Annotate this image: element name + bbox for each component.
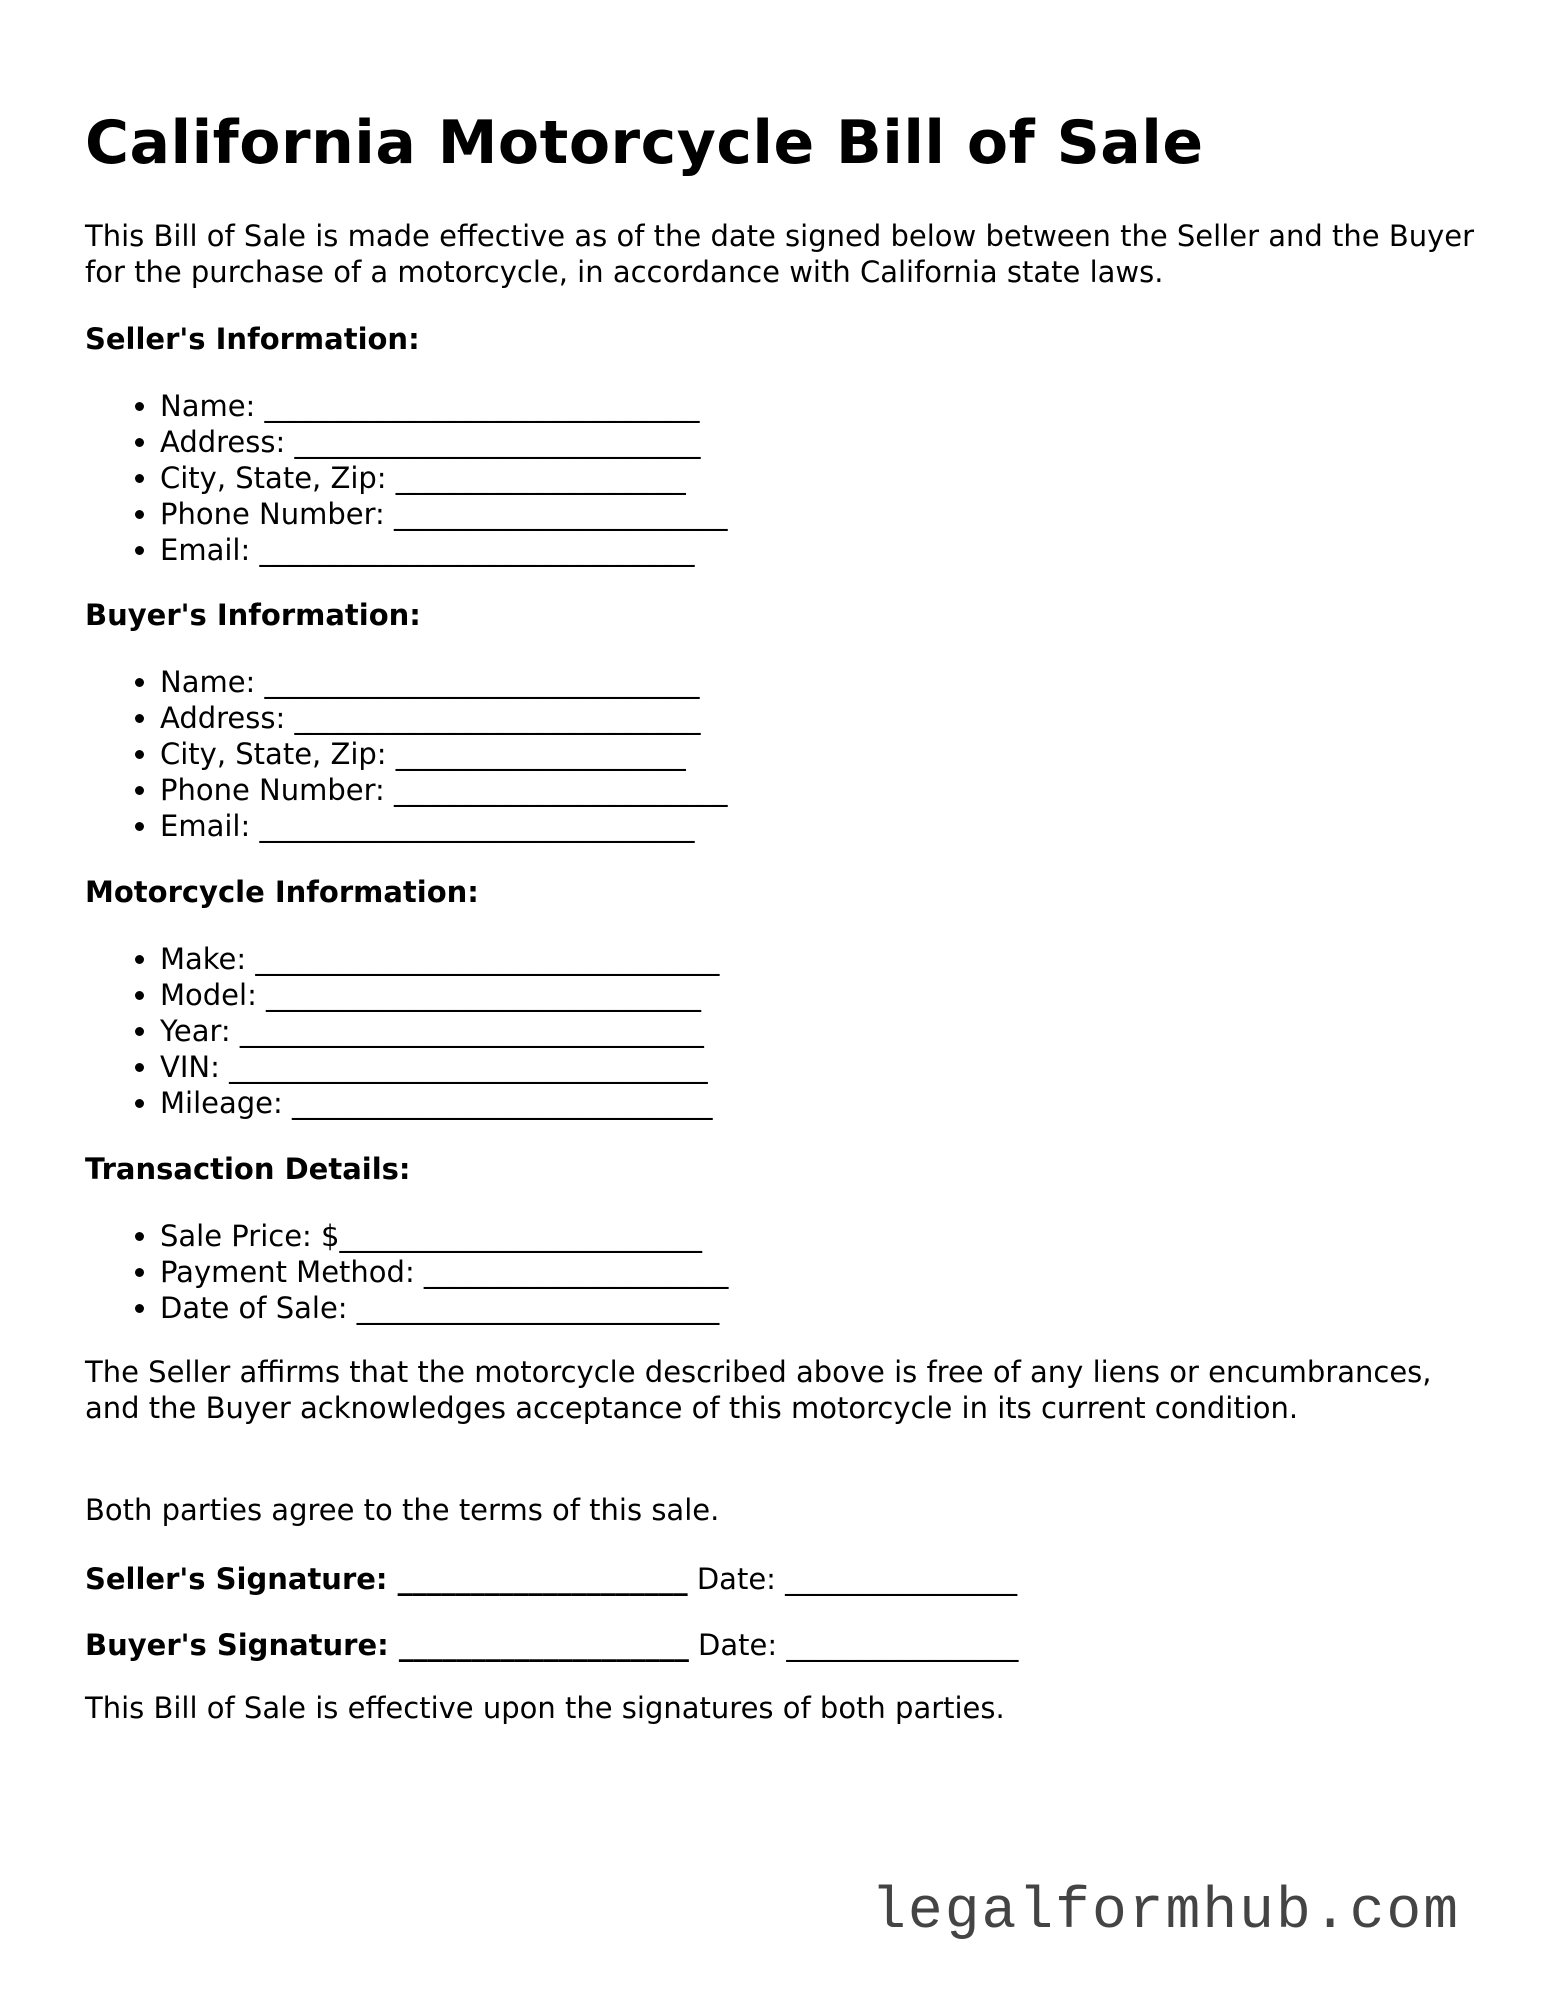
seller-city-field: • City, State, Zip: ____________________ [160, 460, 728, 496]
sale-price-field: • Sale Price: $_________________________ [160, 1218, 728, 1254]
intro-paragraph: This Bill of Sale is made effective as of the date signed below between the Seller and the Buyer for the purchase of a motorcycle, in accordance with California state laws. [85, 219, 1475, 289]
closing-paragraph: This Bill of Sale is effective upon the signatures of both parties. [85, 1691, 1005, 1725]
seller-info-list [85, 388, 728, 568]
agreement-paragraph: Both parties agree to the terms of this sale. [85, 1493, 720, 1527]
buyer-address-field: • Address: ____________________________ [160, 700, 728, 736]
vin-field: • VIN: _________________________________ [160, 1049, 719, 1085]
motorcycle-info-list [85, 941, 719, 1121]
motorcycle-info-heading: Motorcycle Information: [85, 875, 479, 909]
payment-method-field: • Payment Method: _____________________ [160, 1254, 728, 1290]
buyer-info-heading: Buyer's Information: [85, 598, 421, 632]
page-title: California Motorcycle Bill of Sale [85, 108, 1204, 178]
seller-address-field: • Address: ____________________________ [160, 424, 728, 460]
watermark: legalformhub.com [871, 1880, 1460, 1945]
mileage-field: • Mileage: _____________________________ [160, 1085, 719, 1121]
buyer-info-list [85, 664, 728, 844]
buyer-email-field: • Email: ______________________________ [160, 808, 728, 844]
buyer-signature-date: Date: ________________ [688, 1628, 1019, 1662]
buyer-signature-line [85, 1628, 1018, 1662]
seller-signature-label: Seller's Signature: ____________________ [85, 1562, 688, 1596]
transaction-heading: Transaction Details: [85, 1152, 411, 1186]
date-of-sale-field: • Date of Sale: _________________________ [160, 1290, 728, 1326]
year-field: • Year: ________________________________ [160, 1013, 719, 1049]
seller-email-field: • Email: ______________________________ [160, 532, 728, 568]
affirmation-paragraph: The Seller affirms that the motorcycle described above is free of any liens or encumbrances, and the Buyer acknowledges acceptance of this motorcycle in its current condition. [85, 1355, 1432, 1425]
seller-signature-date: Date: ________________ [687, 1562, 1018, 1596]
model-field: • Model: ______________________________ [160, 977, 719, 1013]
buyer-phone-field: • Phone Number: _______________________ [160, 772, 728, 808]
buyer-city-field: • City, State, Zip: ____________________ [160, 736, 728, 772]
buyer-signature-label: Buyer's Signature: ____________________ [85, 1628, 689, 1662]
seller-phone-field: • Phone Number: _______________________ [160, 496, 728, 532]
seller-signature-line [85, 1562, 1017, 1596]
buyer-name-field: • Name: ______________________________ [160, 664, 728, 700]
seller-info-heading: Seller's Information: [85, 322, 420, 356]
make-field: • Make: ________________________________ [160, 941, 719, 977]
seller-name-field: • Name: ______________________________ [160, 388, 728, 424]
transaction-list [85, 1218, 728, 1326]
